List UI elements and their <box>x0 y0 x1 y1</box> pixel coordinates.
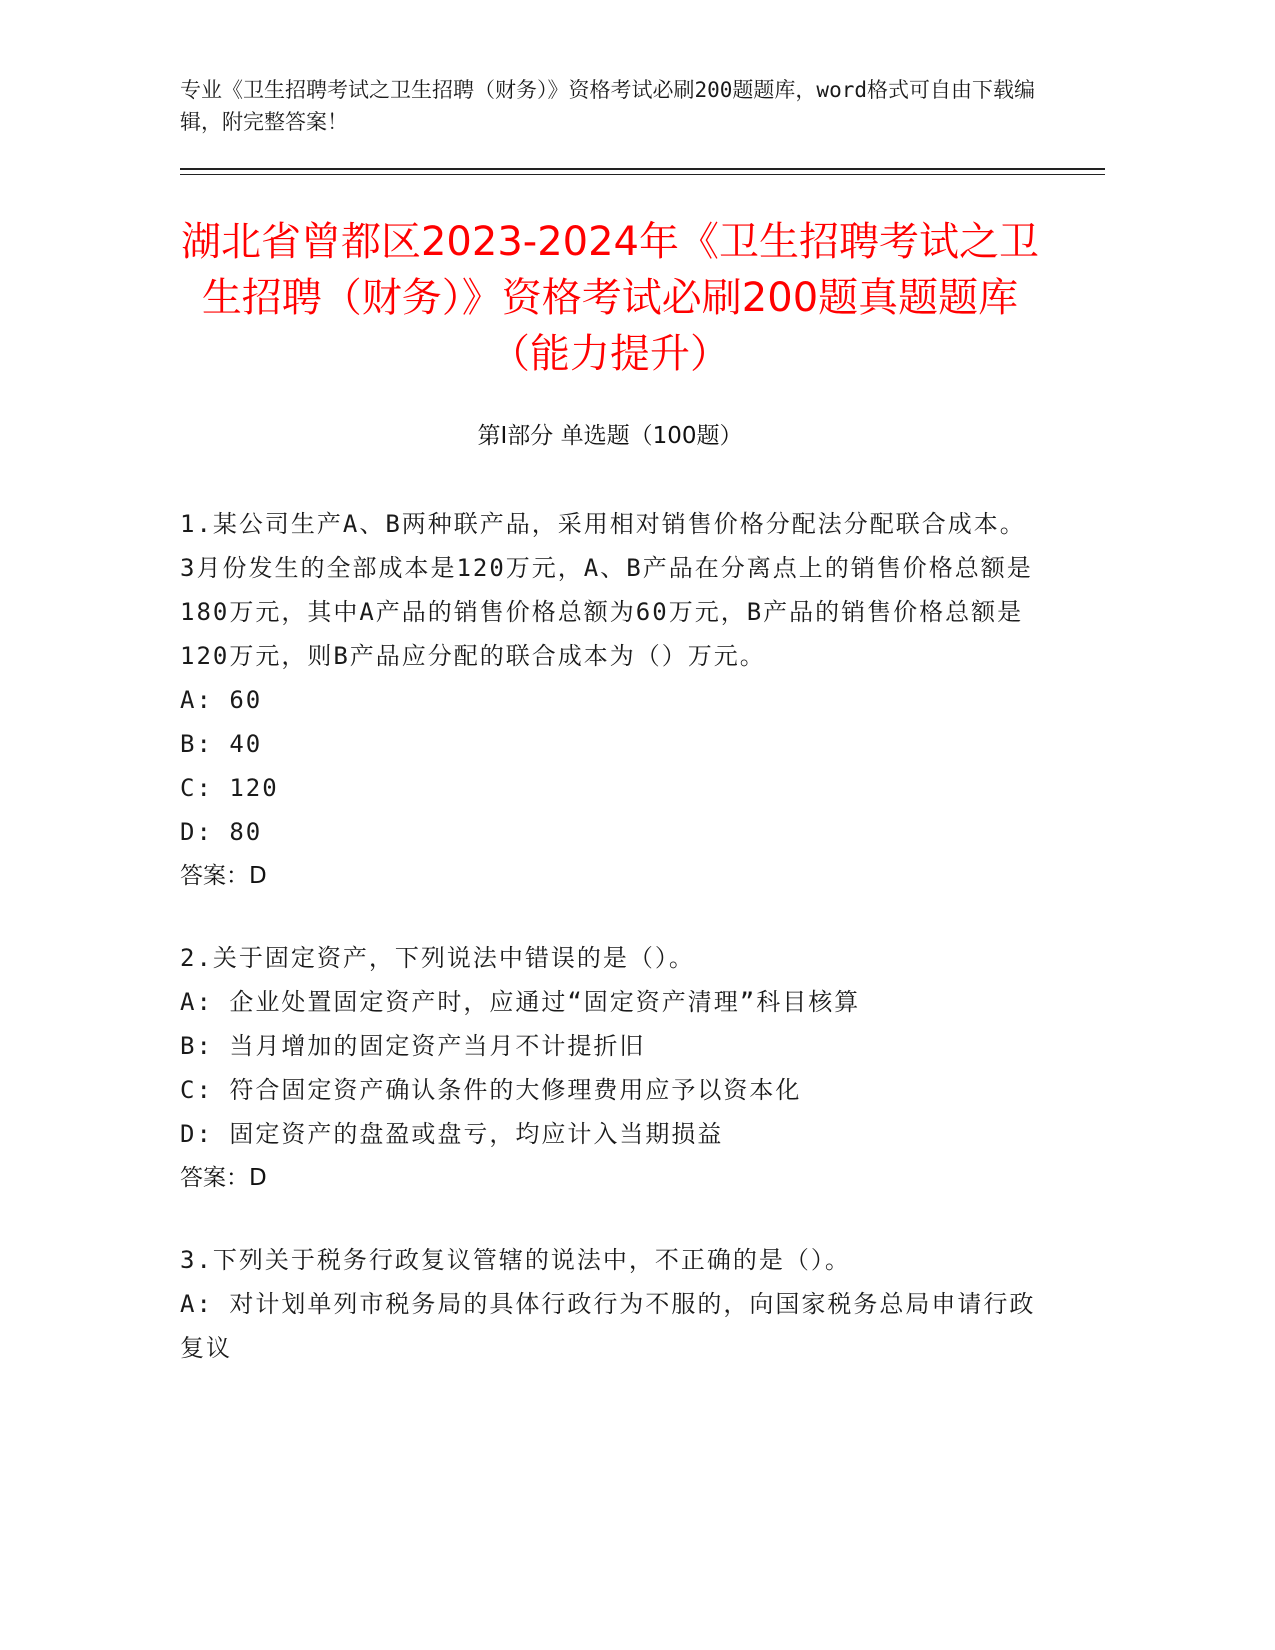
header-divider-thin <box>180 174 1105 175</box>
question-stem: 3.下列关于税务行政复议管辖的说法中，不正确的是（）。 <box>180 1246 851 1274</box>
question-3 <box>180 1238 1040 1370</box>
option-b: B: 40 <box>180 730 263 758</box>
document-title: 湖北省曾都区2023-2024年《卫生招聘考试之卫生招聘（财务）》资格考试必刷200题真题题库（能力提升） <box>180 219 1040 377</box>
option-a: A: 对计划单列市税务局的具体行政行为不服的，向国家税务总局申请行政复议 <box>180 1290 1036 1362</box>
option-a: A: 企业处置固定资产时，应通过“固定资产清理”科目核算 <box>180 988 861 1016</box>
option-c: C: 符合固定资产确认条件的大修理费用应予以资本化 <box>180 1076 802 1104</box>
option-a: A: 60 <box>180 686 263 714</box>
section-title: 第I部分 单选题（100题） <box>477 423 743 449</box>
question-stem: 1.某公司生产A、B两种联产品，采用相对销售价格分配法分配联合成本。3月份发生的全部成本是120万元，A、B产品在分离点上的销售价格总额是180万元，其中A产品的销售价格总额为60万元，B产品的销售价格总额是120万元，则B产品应分配的联合成本为（）万元。 <box>180 510 1033 670</box>
question-list <box>180 502 1040 1408</box>
option-c: C: 120 <box>180 774 279 802</box>
option-d: D: 固定资产的盘盈或盘亏，均应计入当期损益 <box>180 1120 724 1148</box>
header-divider-thick <box>180 168 1105 170</box>
header-note: 专业《卫生招聘考试之卫生招聘（财务）》资格考试必刷200题题库，word格式可自由下载编辑，附完整答案！ <box>180 78 1035 134</box>
question-stem: 2.关于固定资产，下列说法中错误的是（）。 <box>180 944 695 972</box>
question-1 <box>180 502 1040 898</box>
answer: 答案：D <box>180 863 267 889</box>
answer: 答案：D <box>180 1165 267 1191</box>
question-2 <box>180 936 1040 1200</box>
option-d: D: 80 <box>180 818 263 846</box>
option-b: B: 当月增加的固定资产当月不计提折旧 <box>180 1032 646 1060</box>
